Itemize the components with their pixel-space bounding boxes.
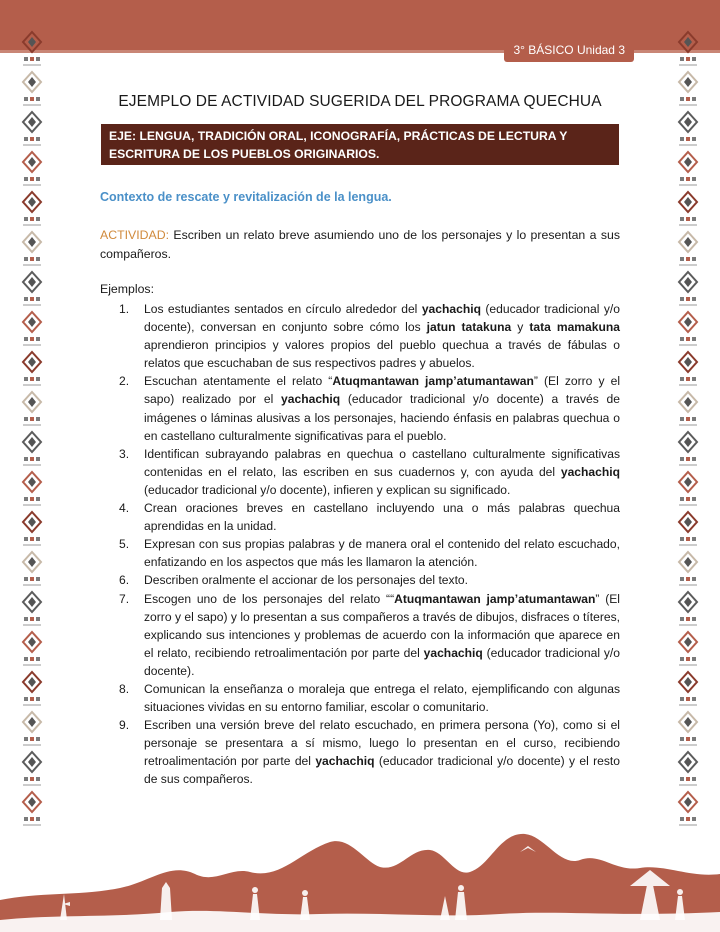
example-text: Escuchan atentamente el relato “ (144, 374, 333, 389)
footer-landscape-silhouette (0, 822, 720, 932)
example-text: ” (El zorro y el sapo) y lo presentan a sus compañeros a través de dibujos, disfraces o títeres, explicando sus intenciones y problemas de acuerdo con la información que aparece en el relato, recibiendo retroalimentación por parte del (144, 591, 620, 660)
example-number: 8. (119, 681, 130, 696)
example-number: 4. (119, 501, 130, 516)
example-item (100, 716, 620, 788)
example-text: (educador tradicional y/o docente). (144, 645, 621, 678)
page-title: EJEMPLO DE ACTIVIDAD SUGERIDA DEL PROGRAMA QUECHUA (118, 93, 602, 110)
example-text: Expresan con sus propias palabras y de manera oral el contenido del relato escuchado, enfatizando en los aspectos que más les llamaron la atención. (144, 537, 620, 570)
example-item (100, 300, 620, 372)
example-text: y (511, 320, 530, 335)
example-text: ” (El zorro y el sapo) realizado por el (144, 374, 621, 407)
example-number: 2. (119, 374, 130, 389)
example-item (100, 445, 620, 499)
example-text: (educador tradicional y/o docente), infieren y explican su significado. (144, 482, 511, 497)
examples-label: Ejemplos: (100, 282, 154, 296)
example-text: aprendieron principios y valores propios del pueblo quechua a través de fábulas o relatos que escuchaban de sus respectivos padres y abuelos. (144, 338, 620, 371)
unit-tab: 3° BÁSICO Unidad 3 (504, 38, 634, 62)
example-bold-term: yachachiq (281, 392, 341, 407)
example-text: Escogen uno de los personajes del relato ““ (144, 591, 395, 606)
example-text: (educador tradicional y/o docente), conversan en conjunto sobre cómo los (144, 302, 620, 335)
example-bold-term: yachachiq (423, 645, 483, 660)
example-item (100, 372, 620, 444)
example-item (100, 571, 620, 589)
example-text: Identifican subrayando palabras en quechua o castellano culturalmente significativas contenidas en el relato, las escriben en sus cuadernos y, con ayuda del (144, 446, 620, 479)
example-bold-term: tata mamakuna (529, 320, 620, 335)
example-number: 6. (119, 573, 130, 588)
example-bold-term: jatun tatakuna (426, 320, 512, 335)
example-number: 1. (119, 302, 130, 316)
example-number: 7. (119, 591, 130, 606)
example-bold-term: yachachiq (560, 464, 620, 479)
example-item (100, 535, 620, 571)
example-text: Escriben una versión breve del relato escuchado, en primera persona (Yo), como si el personaje se presentara a sí mismo, luego lo presentan en el curso, recibiendo retroalimentación por parte del (144, 718, 620, 769)
example-text: Crean oraciones breves en castellano incluyendo una o más palabras quechua aprendidas en la unidad. (144, 501, 620, 534)
example-bold-term: yachachiq (421, 302, 481, 316)
example-number: 5. (119, 537, 130, 552)
example-number: 3. (119, 446, 130, 461)
example-item (100, 499, 620, 535)
left-andean-border (21, 30, 43, 830)
example-bold-term: yachachiq (315, 754, 375, 769)
context-heading: Contexto de rescate y revitalización de la lengua. (100, 190, 392, 204)
example-text: (educador tradicional y/o docente) y el resto de sus compañeros. (144, 754, 621, 787)
right-andean-border (677, 30, 699, 830)
eje-box: EJE: LENGUA, TRADICIÓN ORAL, ICONOGRAFÍA, PRÁCTICAS DE LECTURA Y ESCRITURA DE LOS PUEBLOS ORIGINARIOS. (101, 124, 619, 165)
activity-label: ACTIVIDAD: (100, 228, 170, 242)
activity-paragraph (100, 226, 620, 264)
activity-text: Escriben un relato breve asumiendo uno de los personajes y lo presentan a sus compañeros. (100, 228, 620, 261)
example-bold-term: Atuqmantawan jamp’atumantawan (332, 374, 534, 389)
example-item (100, 590, 620, 680)
example-text: Describen oralmente el accionar de los personajes del texto. (144, 573, 469, 588)
example-text: (educador tradicional y/o docente) a través de imágenes o láminas alusivas a los personajes, haciendo énfasis en palabras quechua o en castellano culturalmente significativas para el pueblo. (144, 392, 620, 443)
example-bold-term: Atuqmantawan jamp’atumantawan (394, 591, 596, 606)
examples-list (100, 300, 620, 789)
example-text: Comunican la enseñanza o moraleja que entrega el relato, ejemplificando con algunas situaciones vividas en su entorno familiar, escolar o comunitario. (144, 681, 620, 715)
example-text: Los estudiantes sentados en círculo alrededor del (144, 302, 422, 316)
example-item (100, 680, 620, 716)
example-number: 9. (119, 718, 130, 733)
